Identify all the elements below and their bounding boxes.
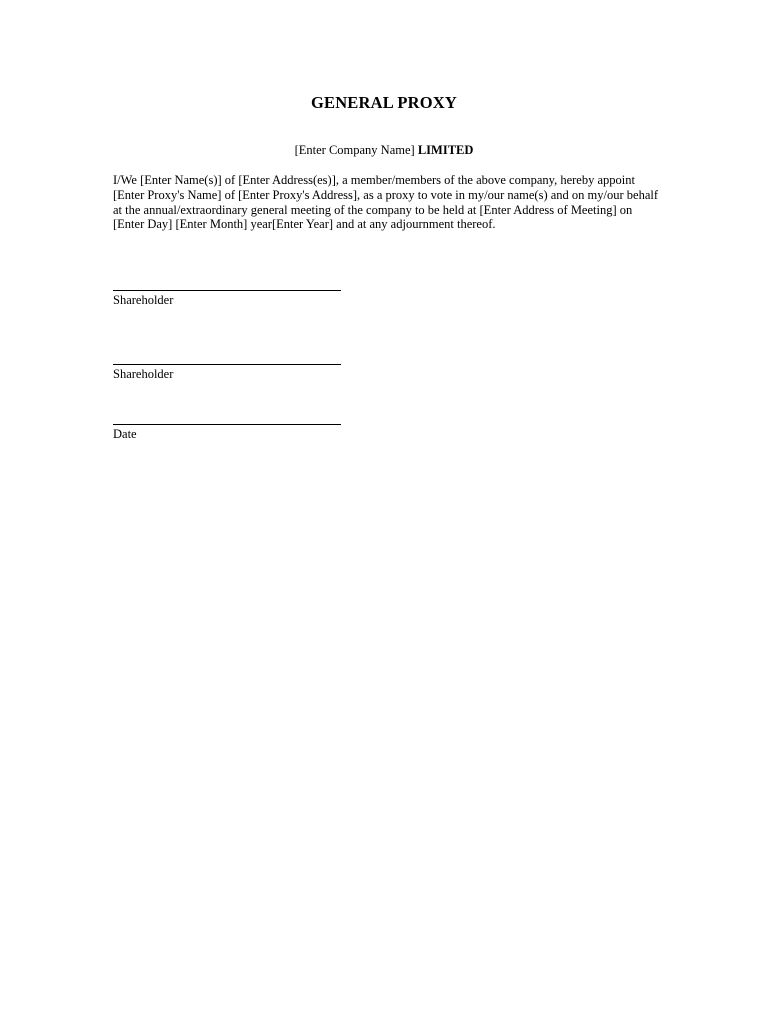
- signature-line: [113, 424, 341, 425]
- signature-block-shareholder-1: [113, 290, 341, 307]
- signature-label: Date: [113, 427, 137, 441]
- signature-label: Shareholder: [113, 293, 174, 307]
- signature-line: [113, 290, 341, 291]
- signature-block-shareholder-2: [113, 364, 341, 381]
- document-title: GENERAL PROXY: [310, 93, 458, 112]
- proxy-statement: I/We [Enter Name(s)] of [Enter Address(es)], a member/members of the above company, hereby appoint [Enter Proxy's Name] of [Enter Proxy's Address], as a proxy to vote in my/our name(s) and on my/our behalf at the annual/extraordinary general meeting of the company to be held at [Enter Address of Meeting] on [Enter Day] [Enter Month] year[Enter Year] and at any adjournment thereof.: [113, 173, 659, 232]
- company-suffix: LIMITED: [417, 143, 474, 157]
- signature-block-date: [113, 424, 341, 441]
- company-line: [0, 143, 768, 158]
- company-name-placeholder: [Enter Company Name]: [294, 143, 415, 157]
- signature-label: Shareholder: [113, 367, 174, 381]
- signature-line: [113, 364, 341, 365]
